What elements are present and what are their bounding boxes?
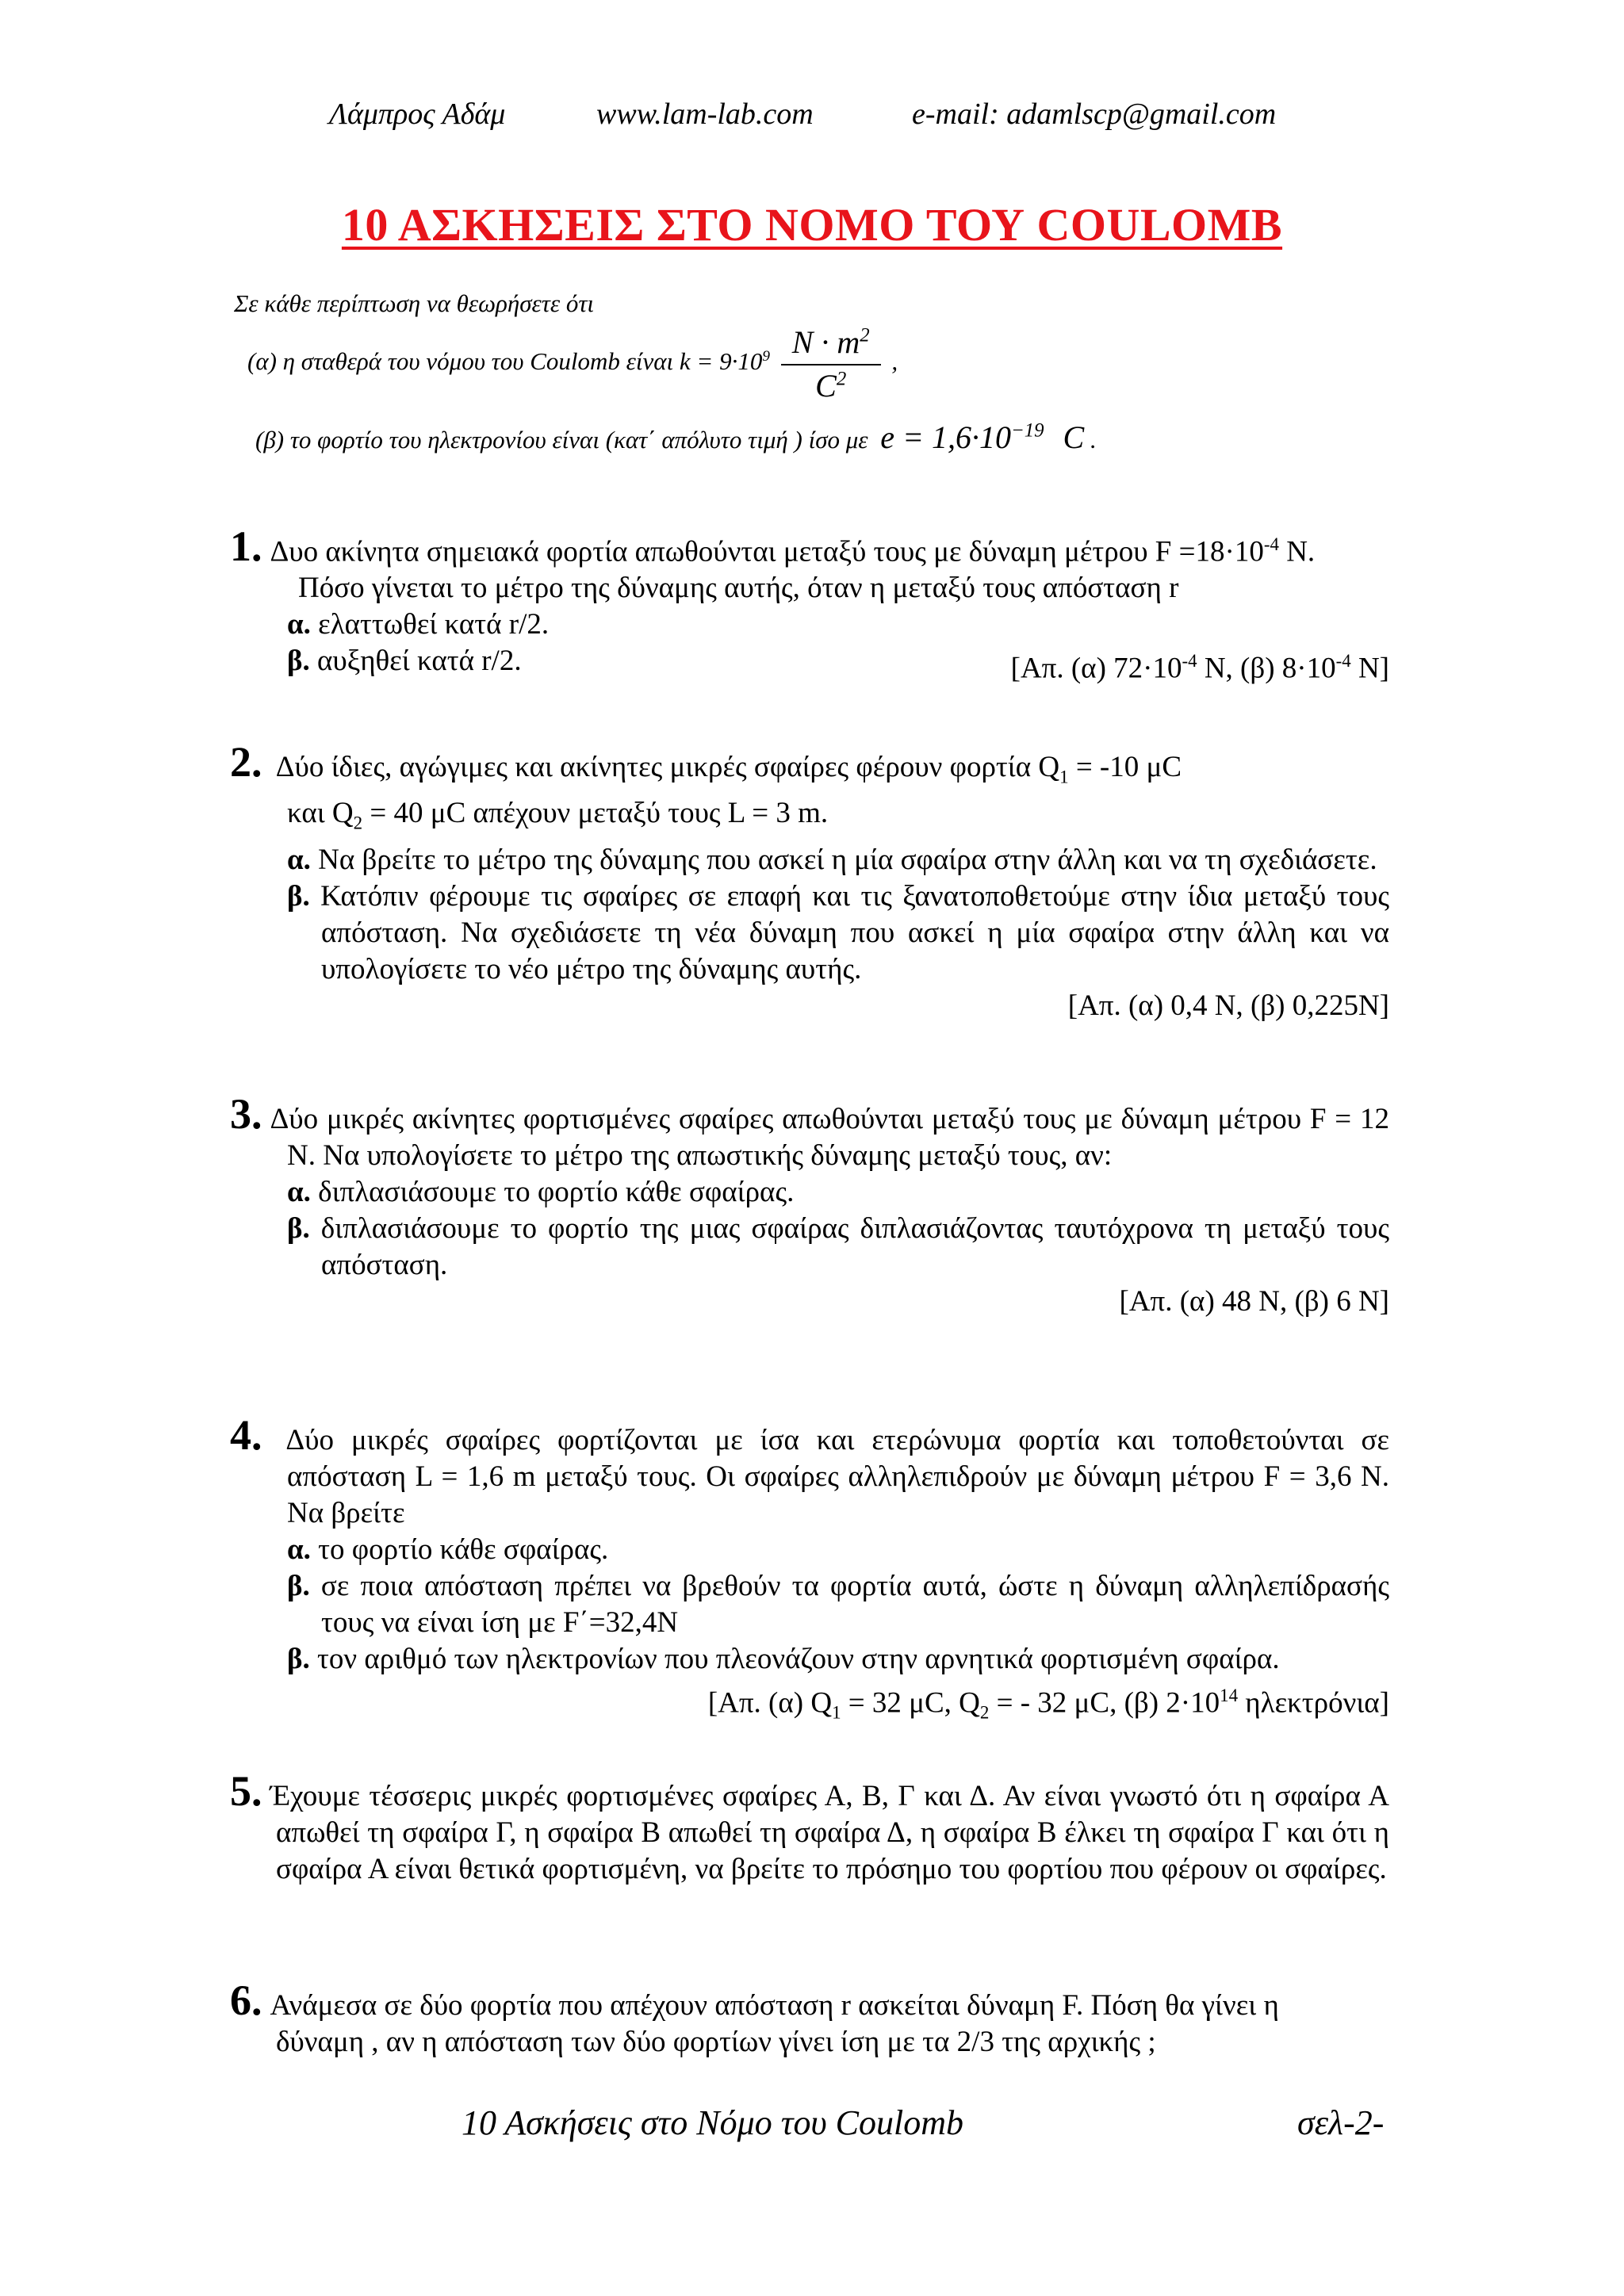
author-name: Λάμπρος Αδάμ <box>329 98 506 131</box>
exercise-1-line1: 1. Δυο ακίνητα σημειακά φορτία απωθούνται μεταξύ τους με δύναμη μέτρου $F =18\cdot 10^{-4}$ N. <box>230 522 1316 571</box>
exercise-1-part-a: α. ελαττωθεί κατά r/2. <box>287 608 550 641</box>
exercise-3 <box>230 1090 1389 1320</box>
exercise-2-number: 2. <box>230 738 262 786</box>
exercise-4-part-c: β. τον αριθμό των ηλεκτρονίων που πλεονάζουν στην αρνητικά φορτισμένη σφαίρα. <box>287 1643 1280 1675</box>
page-number: σελ-2- <box>1297 2103 1385 2142</box>
exercise-6-text: 6. Ανάμεσα σε δύο φορτία που απέχουν απόσταση r ασκείται δύναμη F. Πόση θα γίνει η δύναμη , αν η απόσταση των δύο φορτίων γίνει ίση με τα 2/3 της αρχικής ; <box>230 1976 1279 2058</box>
intro-electron-line <box>255 419 1097 456</box>
intro-constant-line <box>247 323 898 404</box>
intro-electron-text: (β) το φορτίο του ηλεκτρονίου είναι (κατ΄ απόλυτο τιμή ) ίσο με <box>255 426 868 453</box>
exercise-3-intro: 3. Δύο μικρές ακίνητες φορτισμένες σφαίρες απωθούνται μεταξύ τους με δύναμη μέτρου F = 12 N. Να υπολογίσετε το μέτρο της απωστικής δύναμης μεταξύ τους, αν: <box>230 1090 1389 1172</box>
exercise-3-part-b: β. διπλασιάσουμε το φορτίο της μιας σφαίρας διπλασιάζοντας ταυτόχρονα τη μεταξύ τους απόσταση. <box>287 1212 1389 1281</box>
website-url[interactable]: www.lam-lab.com <box>596 98 814 131</box>
coulomb-unit-fraction <box>781 323 881 404</box>
intro-constant-exponent: 9 <box>762 347 770 365</box>
exercise-1-number: 1. <box>230 522 262 571</box>
exercise-5-text: 5. Έχουμε τέσσερις μικρές φορτισμένες σφαίρες Α, Β, Γ και Δ. Αν είναι γνωστό ότι η σφαίρα Α απωθεί τη σφαίρα Γ, η σφαίρα Β απωθεί τη σφαίρα Δ, η σφαίρα Β έλκει τη σφαίρα Γ και ότι η σφαίρα Α είναι θετικά φορτισμένη, να βρείτε το πρόσημο του φορτίου που φέρουν οι σφαίρες. <box>230 1767 1389 1885</box>
unit-denominator: $C^2$ <box>815 368 847 404</box>
exercise-2-line1: 2. Δύο ίδιες, αγώγιμες και ακίνητες μικρές σφαίρες φέρουν φορτία $Q_1 = -10$ μC <box>230 738 1182 787</box>
intro-constant-text: (α) η σταθερά του νόμου του Coulomb είναι k = 9·10 <box>247 347 763 376</box>
exercise-2 <box>230 738 1389 1024</box>
exercise-1 <box>230 522 1389 687</box>
exercise-1-line2: Πόσο γίνεται το μέτρο της δύναμης αυτής, όταν η μεταξύ τους απόσταση r <box>298 572 1179 605</box>
intro-lead: Σε κάθε περίπτωση να θεωρήσετε ότι <box>234 289 595 317</box>
footer-title: 10 Ασκήσεις στο Νόμο του Coulomb <box>462 2103 964 2142</box>
exercise-3-number: 3. <box>230 1090 262 1138</box>
exercise-4-number: 4. <box>230 1411 262 1459</box>
exercise-4-part-a: α. το φορτίο κάθε σφαίρας. <box>287 1533 609 1566</box>
exercise-2-line2: και $Q_2 = 40$ μC απέχουν μεταξύ τους L = 3 m. <box>287 797 829 833</box>
exercise-5-number: 5. <box>230 1767 262 1815</box>
exercise-6-number: 6. <box>230 1976 262 2024</box>
unit-numerator: $N \cdot m^2$ <box>781 323 881 365</box>
exercise-4-answer: [Απ. (α) $Q_1 = 32$ μC, $Q_2$ = - 32 μC, (β) $2\cdot 10^{14}$ ηλεκτρόνια] <box>707 1686 1389 1723</box>
exercise-2-part-a: α. Να βρείτε το μέτρο της δύναμης που ασκεί η μία σφαίρα στην άλλη και να τη σχεδιάσετε. <box>287 843 1377 876</box>
exercise-1-answer: [Απ. (α) $72\cdot 10^{-4}$ N, (β) $8\cdot 10^{-4}$ N] <box>1010 651 1389 685</box>
exercise-5 <box>230 1767 1389 1888</box>
exercise-6 <box>230 1976 1389 2061</box>
email-address[interactable]: e-mail: adamlscp@gmail.com <box>912 98 1277 131</box>
exercise-4-intro: 4. Δύο μικρές σφαίρες φορτίζονται με ίσα και ετερώνυμα φορτία και τοποθετούνται σε απόσταση L = 1,6 m μεταξύ τους. Οι σφαίρες αλληλεπιδρούν με δύναμη μέτρου F = 3,6 N. Να βρείτε <box>230 1411 1389 1529</box>
exercise-2-answer: [Απ. (α) 0,4 N, (β) 0,225N] <box>1067 989 1389 1022</box>
exercise-2-part-b: β. Κατόπιν φέρουμε τις σφαίρες σε επαφή και τις ξανατοποθετούμε στην ίδια μεταξύ τους απόσταση. Να σχεδιάσετε τη νέα δύναμη που ασκεί η μία σφαίρα στην άλλη και να υπολογίσετε το νέο μέτρο της δύναμης αυτής. <box>287 879 1389 985</box>
document-title: 10 ΑΣΚΗΣΕΙΣ ΣΤΟ ΝΟΜΟ ΤΟΥ COULOMB <box>341 199 1283 251</box>
exercise-4-part-b: β. σε ποια απόσταση πρέπει να βρεθούν τα φορτία αυτά, ώστε η δύναμη αλληλεπίδρασής τους να είναι ίση με F΄=32,4N <box>287 1570 1389 1639</box>
exercise-1-part-b: β. αυξηθεί κατά r/2. <box>287 645 522 678</box>
exercise-3-answer: [Απ. (α) 48 N, (β) 6 N] <box>1119 1285 1389 1318</box>
intro-electron-tail: . <box>1090 426 1097 453</box>
electron-charge-formula: $e = 1,6\cdot 10^{-19}$ C <box>880 419 1085 455</box>
exercise-3-part-a: α. διπλασιάσουμε το φορτίο κάθε σφαίρας. <box>287 1176 795 1208</box>
exercise-4 <box>230 1411 1389 1732</box>
exercise-1-part-b-row <box>230 643 1389 687</box>
intro-constant-tail: , <box>891 347 898 376</box>
